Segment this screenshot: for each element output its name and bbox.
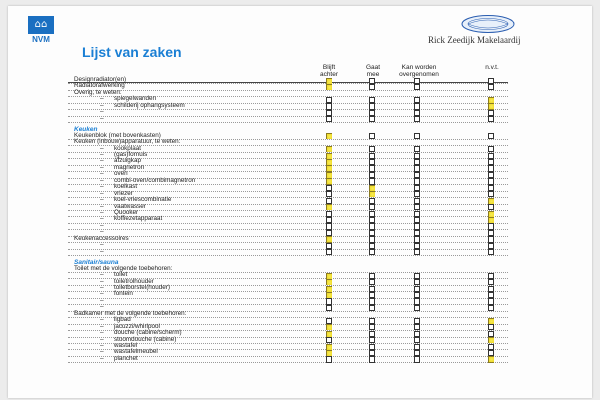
bullet-dash: –: [100, 95, 104, 103]
item-label: wastafel: [114, 342, 138, 349]
bullet-dash: –: [100, 228, 104, 236]
item-label: jacuzzi/whirlpool: [114, 322, 160, 330]
column-header-line1: Blijft: [322, 64, 336, 71]
item-label: kookplaat: [114, 144, 141, 152]
column-header-2: [358, 64, 388, 78]
item-label: Overig, te weten:: [74, 88, 122, 96]
bullet-dash: –: [100, 108, 104, 116]
agency-emblem-icon: [460, 14, 516, 34]
item-label: ligbad: [114, 316, 131, 324]
list-item: [68, 356, 508, 363]
bullet-dash: –: [100, 202, 104, 210]
bullet-dash: –: [100, 183, 104, 191]
bullet-dash: –: [100, 101, 104, 109]
bullet-dash: –: [100, 271, 104, 279]
column-header-line1: Kan worden: [401, 64, 437, 71]
item-label: wastafelmeubel: [114, 348, 158, 356]
bullet-dash: –: [100, 176, 104, 184]
column-header-line1: Gaat: [365, 64, 381, 71]
column-header-3: [395, 64, 443, 78]
item-label: afzuigkap: [114, 157, 141, 165]
checkbox-col-1[interactable]: [326, 356, 332, 362]
item-label: schilderij ophangsysteem: [114, 101, 185, 109]
nvm-logo-text: NVM: [32, 35, 50, 44]
checkbox-col-1[interactable]: [326, 249, 332, 255]
column-header-1: [314, 64, 344, 78]
bullet-dash: –: [100, 157, 104, 165]
document-page: [8, 6, 592, 398]
bullet-dash: –: [100, 196, 104, 204]
checkbox-col-1[interactable]: [326, 116, 332, 122]
bullet-dash: –: [100, 170, 104, 178]
bullet-dash: –: [100, 247, 104, 255]
bullet-dash: –: [100, 283, 104, 291]
item-label: vaatwasser: [114, 202, 146, 210]
page-title: Lijst van zaken: [82, 44, 182, 60]
item-label: toilet: [114, 271, 128, 279]
checkbox-col-2[interactable]: [369, 356, 375, 362]
checkbox-col-2[interactable]: [369, 116, 375, 122]
item-label: Keukenaccessoires: [74, 234, 129, 242]
item-label: Designradiator(en): [74, 76, 127, 83]
list-item: [68, 249, 508, 256]
bullet-dash: –: [100, 296, 104, 304]
bullet-dash: –: [100, 290, 104, 298]
column-header-line1: n.v.t.: [485, 64, 499, 71]
column-header-line2: achter: [319, 71, 339, 78]
bullet-dash: –: [100, 329, 104, 337]
item-label: koel-vriescombinatie: [114, 196, 172, 204]
bullet-dash: –: [100, 348, 104, 356]
item-label: Toilet met de volgende toebehoren:: [74, 264, 173, 272]
checkbox-col-4[interactable]: [488, 249, 494, 255]
bullet-dash: –: [100, 150, 104, 158]
item-label: spiegelwanden: [114, 95, 157, 103]
bullet-dash: –: [100, 335, 104, 343]
checkbox-col-3[interactable]: [414, 116, 420, 122]
section-title: Keuken: [74, 125, 98, 133]
item-label: stoomdouche (cabine): [114, 335, 177, 343]
item-label: Badkamer met de volgende toebehoren:: [74, 309, 187, 317]
item-label: combi-oven/combimagnetron: [114, 176, 196, 184]
bullet-dash: –: [100, 209, 104, 216]
item-label: magnetron: [114, 163, 145, 171]
item-label: planchet: [114, 354, 138, 362]
section-title: Sanitair/sauna: [74, 258, 119, 266]
item-label: koelkast: [114, 183, 138, 191]
column-header-line2: overgenomen: [399, 71, 439, 78]
bullet-dash: –: [100, 144, 104, 152]
bullet-dash: –: [100, 354, 104, 362]
bullet-dash: –: [100, 316, 104, 324]
column-header-line2: mee: [366, 71, 380, 78]
item-label: (gas)fornuis: [114, 150, 148, 158]
bullet-dash: –: [100, 215, 104, 223]
column-header-4: [478, 64, 506, 71]
nvm-house-icon: ⌂⌂: [28, 16, 54, 34]
item-label: fontein: [114, 290, 133, 298]
bullet-dash: –: [100, 322, 104, 330]
bullet-dash: –: [100, 342, 104, 349]
nvm-logo: [28, 16, 54, 46]
bullet-dash: –: [100, 114, 104, 122]
item-label: toiletborstel(houder): [114, 283, 171, 291]
checkbox-col-4[interactable]: [488, 356, 494, 362]
item-label: douche (cabine/scherm): [114, 329, 182, 337]
bullet-dash: –: [100, 277, 104, 285]
bullet-dash: –: [100, 163, 104, 171]
item-label: koffiezetapparaat: [114, 215, 163, 223]
item-label: oven: [114, 170, 128, 178]
item-label: Quooker: [114, 209, 139, 216]
list-item: [68, 116, 508, 123]
checkbox-col-3[interactable]: [414, 356, 420, 362]
item-label: Keuken (inbouw)apparatuur, te weten:: [74, 138, 181, 146]
item-label: Keukenblok (met bovenkasten): [74, 131, 161, 139]
agency-name: Rick Zeedijk Makelaardij: [428, 35, 521, 45]
checkbox-col-3[interactable]: [414, 249, 420, 255]
bullet-dash: –: [100, 303, 104, 311]
bullet-dash: –: [100, 189, 104, 197]
item-label: vriezer: [114, 189, 133, 197]
checkbox-col-4[interactable]: [488, 116, 494, 122]
bullet-dash: –: [100, 241, 104, 249]
item-label: toiletrolhouder: [114, 277, 154, 285]
bullet-dash: –: [100, 221, 104, 229]
item-label: Radiatorafwerking: [74, 82, 125, 90]
checkbox-col-2[interactable]: [369, 249, 375, 255]
